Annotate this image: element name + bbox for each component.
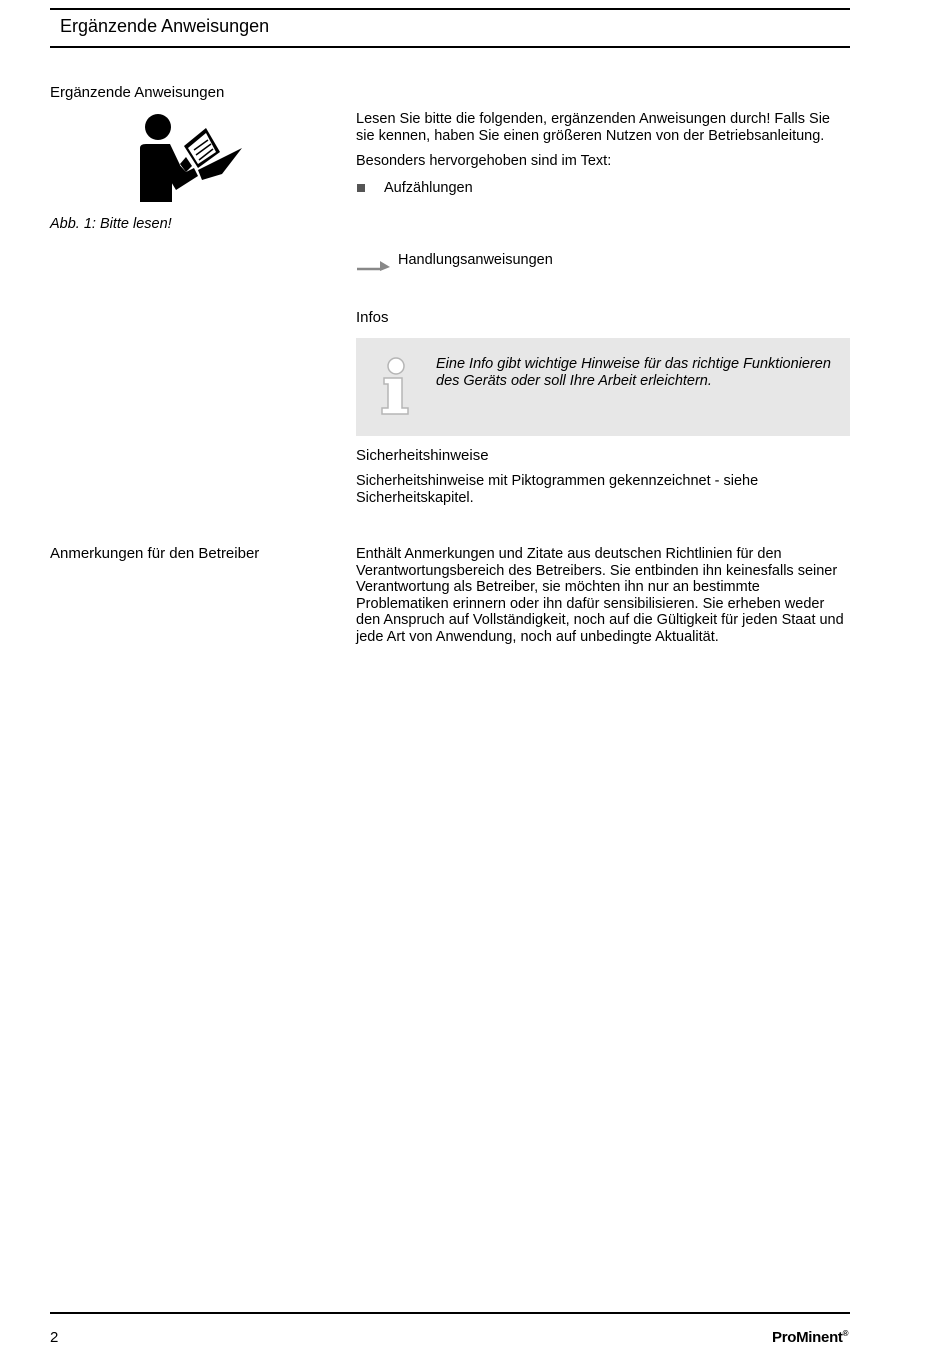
intro-paragraph: Lesen Sie bitte die folgenden, ergänzenden Anweisungen durch! Falls Sie sie kennen, haben Sie einen größeren Nutzen von der Betriebsanleitung. [356, 111, 830, 144]
action-instruction-label: Handlungsanweisungen [398, 252, 553, 268]
operator-notes-paragraph: Enthält Anmerkungen und Zitate aus deutschen Richtlinien für den Verantwortungsbereich des Betreibers. Sie entbinden ihn keinesfalls seiner Verantwortung als Betreiber, sie möchten ihn nur an bestimmte Problematiken erinnern oder ihn dafür sensibilisieren. Sie erheben weder den Anspruch auf Vollständigkeit, noch auf die Gültigkeit für jeden Staat und jede Art von Anwendung, noch auf unbedingte Aktualität. [356, 546, 844, 645]
info-box [356, 338, 850, 436]
info-text: Eine Info gibt wichtige Hinweise für das richtige Funktionieren des Geräts oder soll Ihre Arbeit erleichtern. [436, 356, 831, 389]
section-title-anmerkungen-betreiber: Anmerkungen für den Betreiber [50, 545, 260, 562]
prominent-logo [772, 1329, 848, 1346]
page-number: 2 [50, 1329, 59, 1346]
reading-person-icon [136, 110, 244, 204]
header-rule-top [50, 8, 850, 10]
action-arrow-icon [356, 258, 392, 272]
section-title-ergaenzende-anweisungen: Ergänzende Anweisungen [50, 84, 225, 101]
page-header-title: Ergänzende Anweisungen [60, 16, 270, 36]
infos-heading: Infos [356, 309, 389, 326]
info-icon [378, 356, 414, 416]
bullet-item-label: Aufzählungen [384, 180, 473, 196]
safety-paragraph: Sicherheitshinweise mit Piktogrammen gekennzeichnet - siehe Sicherheitskapitel. [356, 473, 759, 506]
highlighted-lead: Besonders hervorgehoben sind im Text: [356, 153, 612, 169]
header-rule-bottom [50, 46, 850, 48]
safety-heading: Sicherheitshinweise [356, 447, 489, 464]
logo-text: ProMinent [772, 1329, 843, 1346]
figure-caption: Abb. 1: Bitte lesen! [50, 216, 172, 232]
footer-rule [50, 1312, 850, 1314]
logo-registered-mark: ® [842, 1329, 849, 1338]
square-bullet-icon [357, 184, 365, 192]
